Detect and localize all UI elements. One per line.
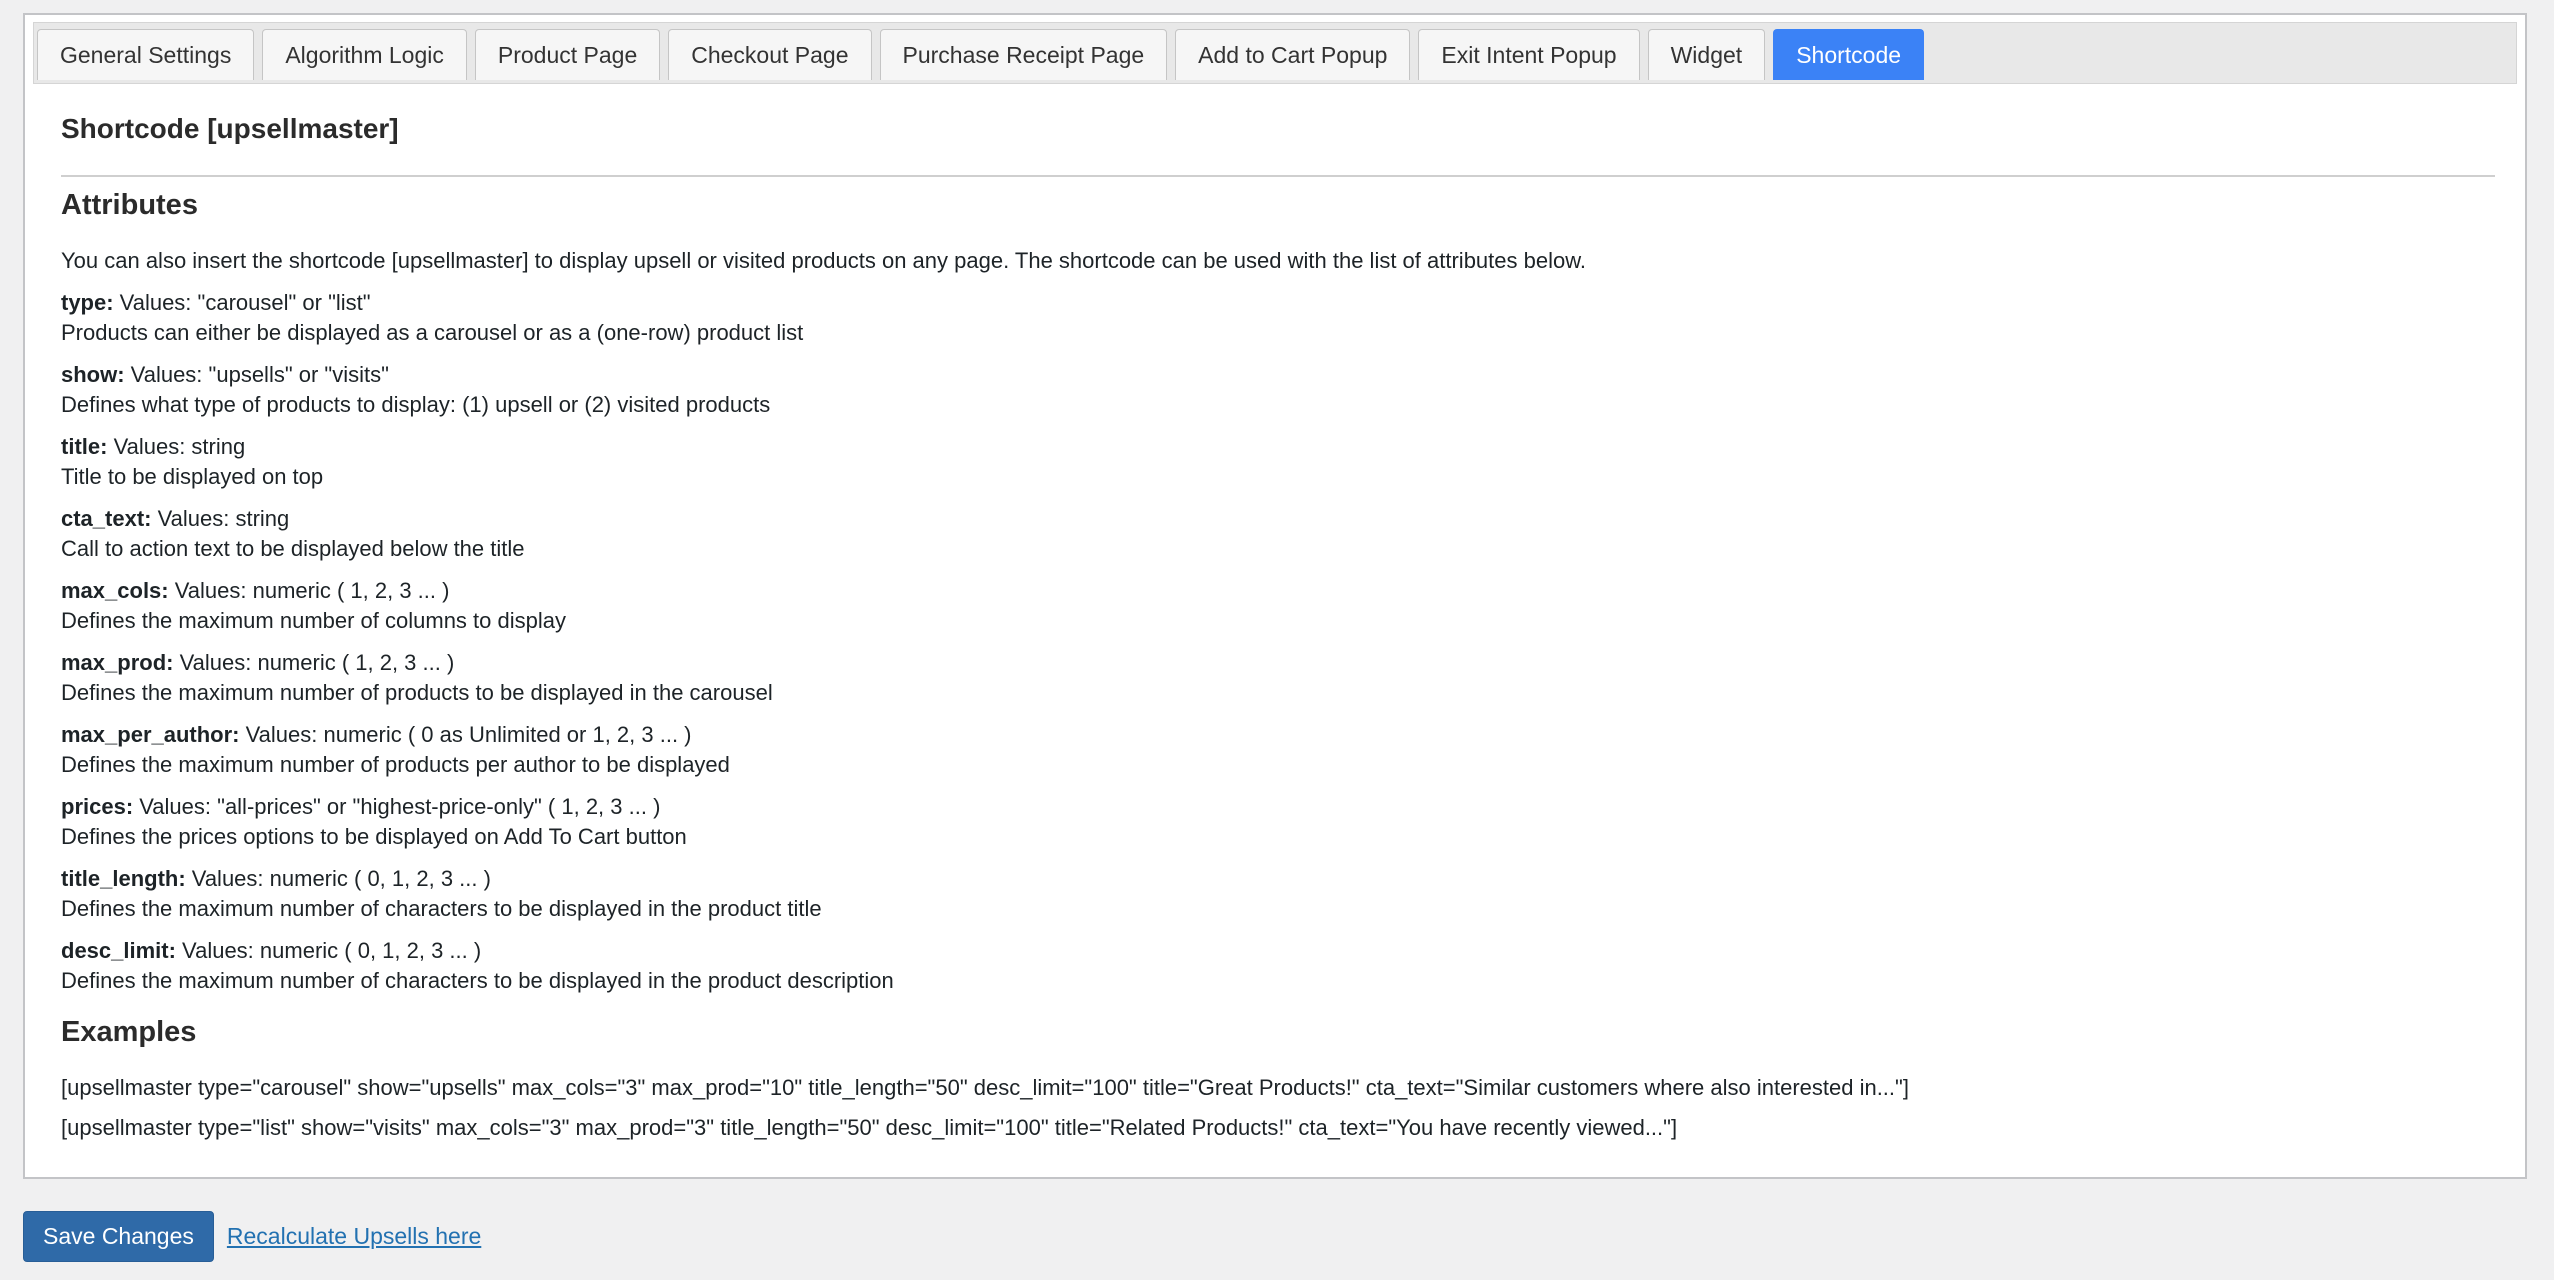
- tab-product-page[interactable]: Product Page: [475, 29, 660, 80]
- attribute-item: [61, 360, 2495, 420]
- attribute-description: Defines the maximum number of products to be displayed in the carousel: [61, 680, 773, 705]
- attribute-description: Defines the maximum number of characters to be displayed in the product title: [61, 896, 822, 921]
- tab-widget[interactable]: Widget: [1648, 29, 1766, 80]
- attribute-values: Values: "all-prices" or "highest-price-only" ( 1, 2, 3 ... ): [133, 794, 661, 819]
- save-changes-button[interactable]: Save Changes: [23, 1211, 214, 1262]
- attribute-list: [61, 288, 2495, 996]
- tab-bar: [33, 22, 2517, 84]
- attribute-description: Call to action text to be displayed below the title: [61, 536, 525, 561]
- attribute-signature: [61, 576, 2495, 606]
- attribute-description: Defines the maximum number of products per author to be displayed: [61, 752, 730, 777]
- tab-add-to-cart-popup[interactable]: Add to Cart Popup: [1175, 29, 1410, 80]
- attribute-values: Values: numeric ( 0, 1, 2, 3 ... ): [175, 938, 482, 963]
- attribute-signature: [61, 360, 2495, 390]
- attribute-description: Defines the prices options to be displayed on Add To Cart button: [61, 824, 687, 849]
- tab-content: [61, 99, 2495, 1143]
- attribute-values: Values: "upsells" or "visits": [124, 362, 389, 387]
- attribute-signature: [61, 720, 2495, 750]
- attribute-description: Title to be displayed on top: [61, 464, 324, 489]
- attribute-values: Values: numeric ( 1, 2, 3 ... ): [173, 650, 455, 675]
- attribute-name: prices:: [61, 794, 134, 819]
- attributes-heading: Attributes: [61, 189, 198, 221]
- divider: [61, 175, 2495, 177]
- section-title: Shortcode [upsellmaster]: [61, 113, 399, 144]
- attribute-name: max_cols:: [61, 578, 169, 603]
- attribute-values: Values: numeric ( 0 as Unlimited or 1, 2, 3 ... ): [239, 722, 692, 747]
- attribute-name: max_prod:: [61, 650, 174, 675]
- recalculate-upsells-link[interactable]: Recalculate Upsells here: [226, 1223, 482, 1249]
- tab-exit-intent-popup[interactable]: Exit Intent Popup: [1418, 29, 1639, 80]
- attribute-item: [61, 432, 2495, 492]
- attribute-name: cta_text:: [61, 506, 152, 531]
- attribute-item: [61, 504, 2495, 564]
- intro-text: You can also insert the shortcode [upsellmaster] to display upsell or visited products on any page. The shortcode can be used with the list of attributes below.: [61, 248, 1587, 273]
- example-carousel: [upsellmaster type="carousel" show="upsells" max_cols="3" max_prod="10" title_length="50" desc_limit="100" title="Great Products!" cta_text="Similar customers where also interested in..."]: [61, 1075, 1909, 1100]
- tab-checkout-page[interactable]: Checkout Page: [668, 29, 871, 80]
- tab-algorithm-logic[interactable]: Algorithm Logic: [262, 29, 467, 80]
- attribute-name: max_per_author:: [61, 722, 240, 747]
- attribute-signature: [61, 864, 2495, 894]
- attribute-signature: [61, 288, 2495, 318]
- attribute-signature: [61, 648, 2495, 678]
- attribute-item: [61, 936, 2495, 996]
- attribute-signature: [61, 432, 2495, 462]
- attribute-name: show:: [61, 362, 125, 387]
- attribute-description: Defines what type of products to display: (1) upsell or (2) visited products: [61, 392, 771, 417]
- attribute-name: type:: [61, 290, 114, 315]
- attribute-values: Values: numeric ( 0, 1, 2, 3 ... ): [185, 866, 491, 891]
- attribute-item: [61, 720, 2495, 780]
- attribute-name: title:: [61, 434, 108, 459]
- attribute-item: [61, 288, 2495, 348]
- attribute-name: title_length:: [61, 866, 186, 891]
- tab-purchase-receipt-page[interactable]: Purchase Receipt Page: [880, 29, 1168, 80]
- attribute-description: Products can either be displayed as a carousel or as a (one-row) product list: [61, 320, 804, 345]
- attribute-name: desc_limit:: [61, 938, 176, 963]
- attribute-item: [61, 576, 2495, 636]
- attribute-description: Defines the maximum number of characters to be displayed in the product description: [61, 968, 894, 993]
- attribute-signature: [61, 792, 2495, 822]
- attribute-description: Defines the maximum number of columns to display: [61, 608, 566, 633]
- attribute-item: [61, 792, 2495, 852]
- tab-general-settings[interactable]: General Settings: [37, 29, 254, 80]
- tab-shortcode[interactable]: Shortcode: [1773, 29, 1924, 80]
- footer-actions: [23, 1211, 481, 1262]
- attribute-values: Values: "carousel" or "list": [113, 290, 371, 315]
- attribute-values: Values: numeric ( 1, 2, 3 ... ): [168, 578, 450, 603]
- attribute-item: [61, 864, 2495, 924]
- example-list: [upsellmaster type="list" show="visits" max_cols="3" max_prod="3" title_length="50" desc_limit="100" title="Related Products!" cta_text="You have recently viewed..."]: [61, 1115, 1678, 1140]
- attribute-signature: [61, 504, 2495, 534]
- attribute-values: Values: string: [107, 434, 246, 459]
- attribute-signature: [61, 936, 2495, 966]
- attribute-item: [61, 648, 2495, 708]
- attribute-values: Values: string: [151, 506, 290, 531]
- settings-panel: [23, 13, 2527, 1179]
- examples-heading: Examples: [61, 1016, 197, 1048]
